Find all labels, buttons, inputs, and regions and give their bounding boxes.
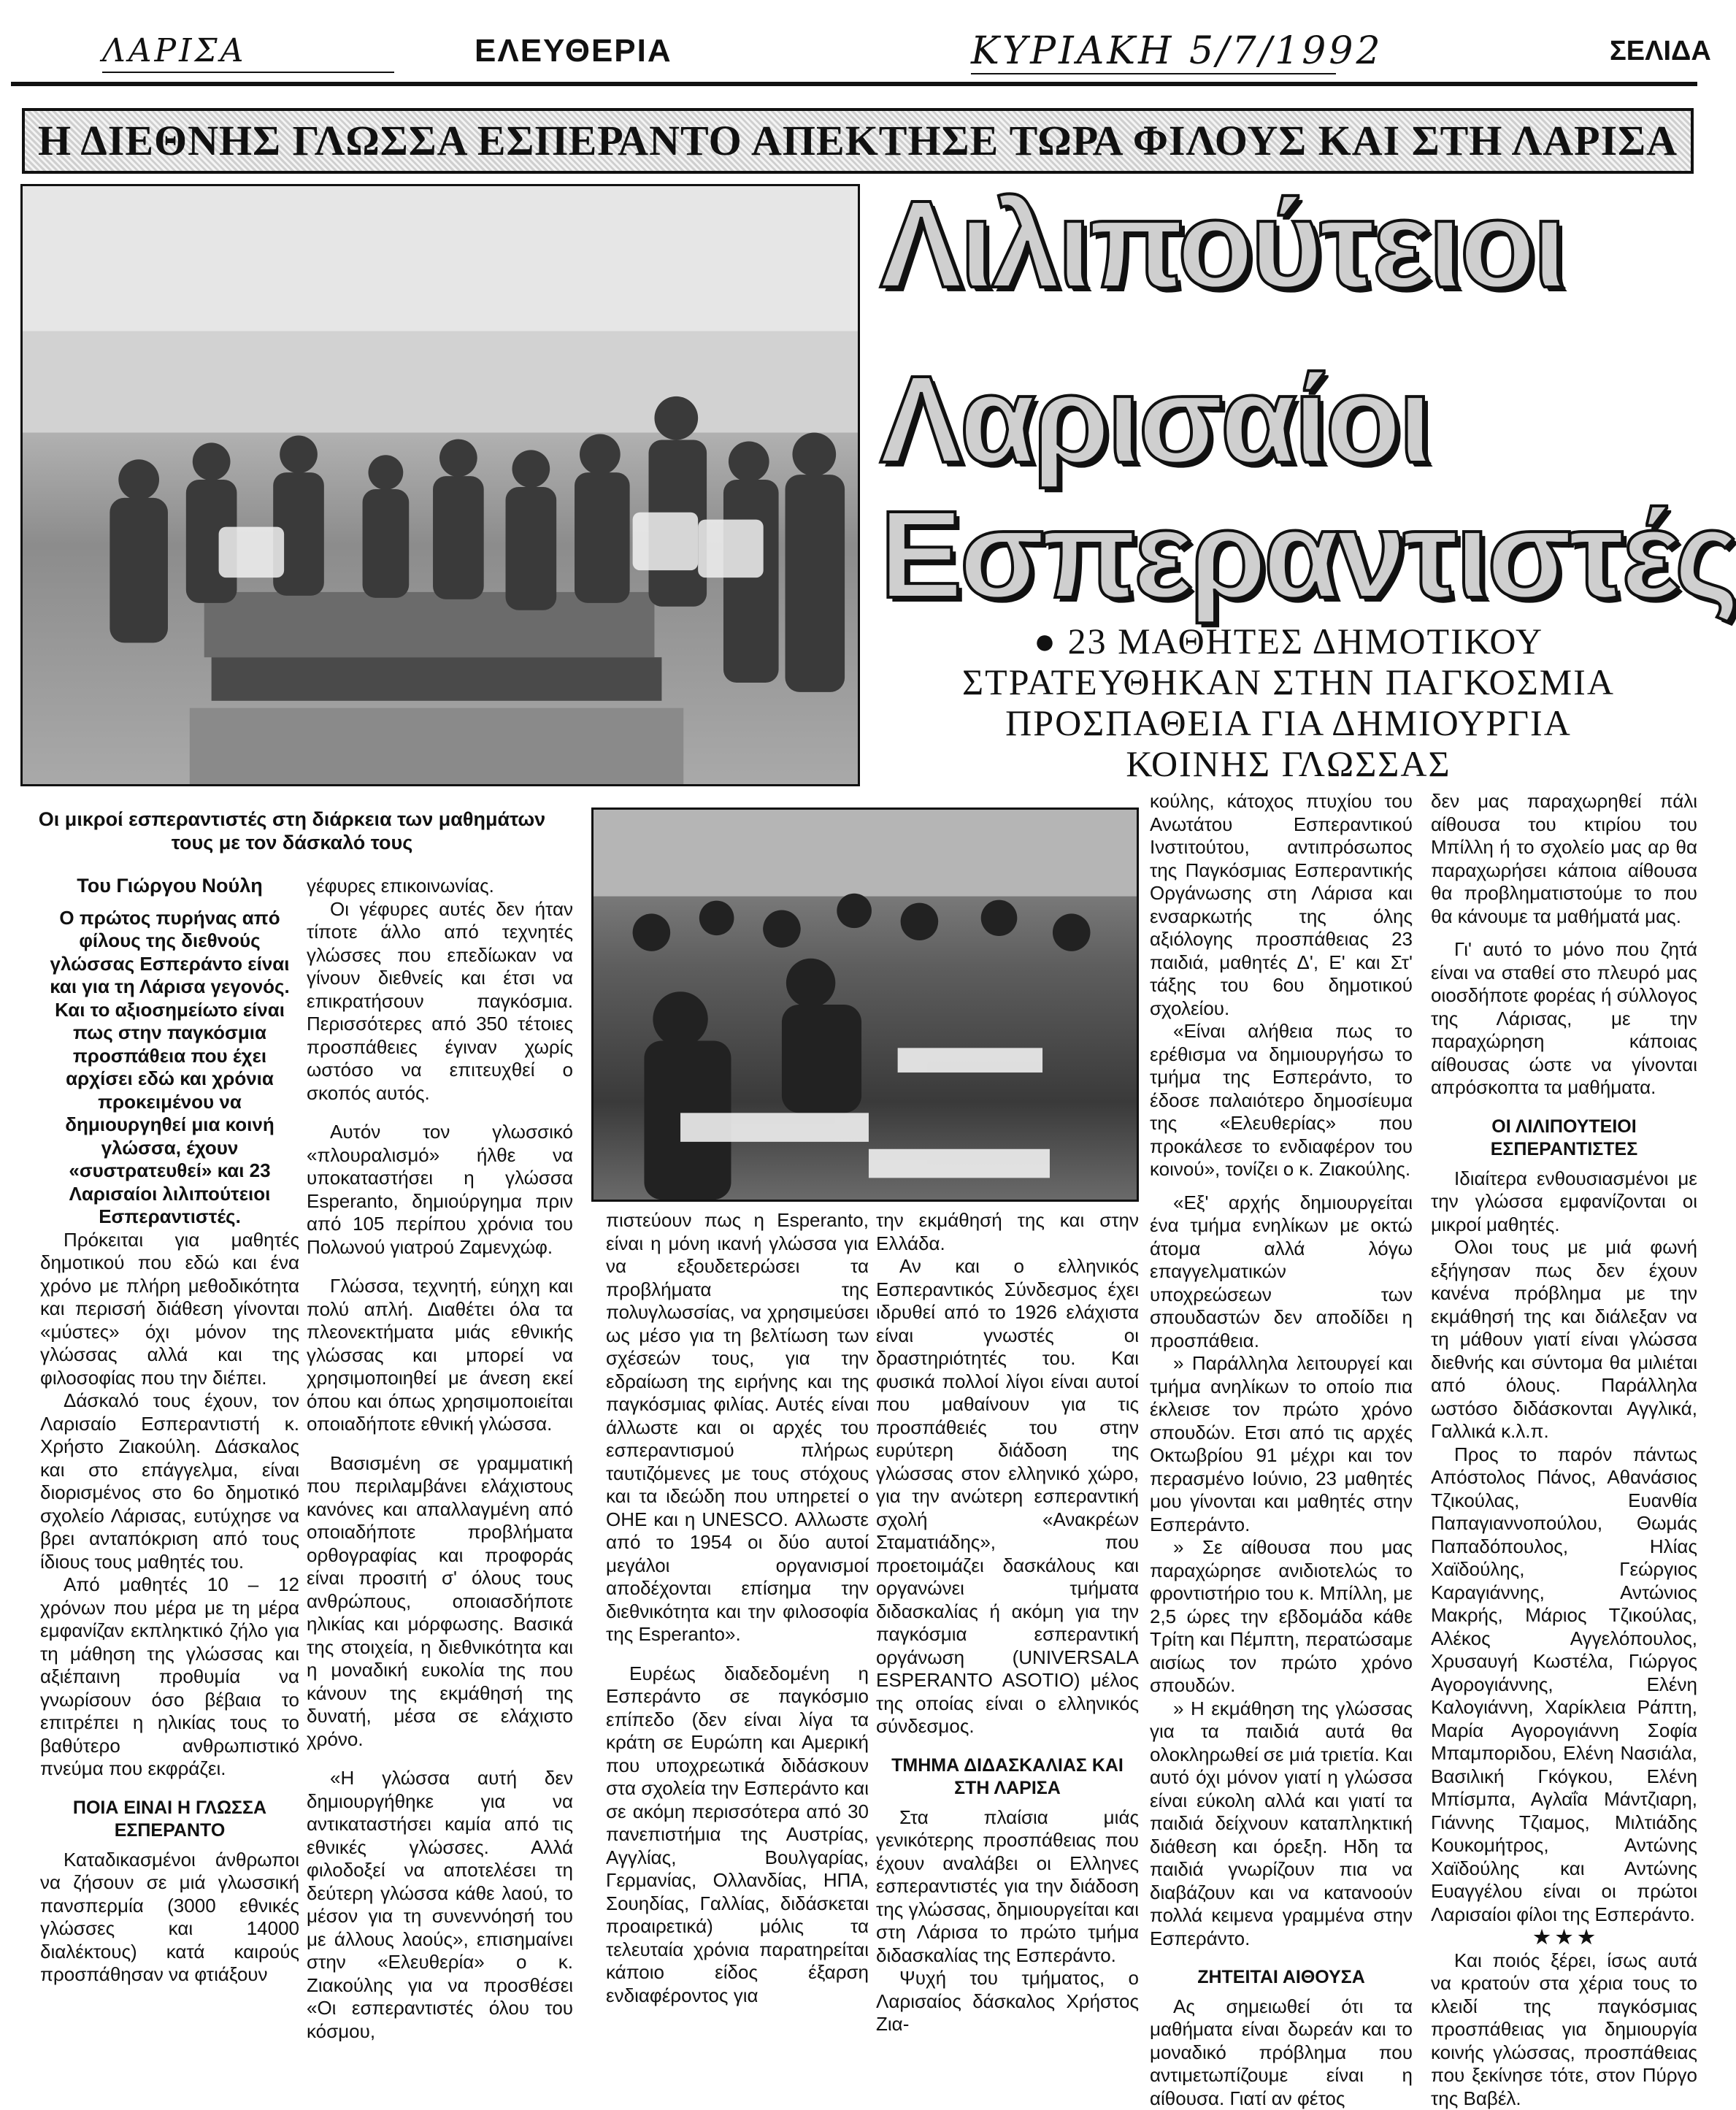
col5-paragraph-6: Ας σημειωθεί ότι τα μαθήματα είναι δωρεάν και το μοναδικό πρόβλημα που αντιμετωπίζουμε είναι η αίθουσα. Γιατί αν φέτος (1150, 1995, 1413, 2110)
col4-subheading: ΤΜΗΜΑ ΔΙΔΑΣΚΑΛΙΑΣ ΚΑΙ ΣΤΗ ΛΑΡΙΣΑ (876, 1754, 1139, 1800)
subheadline-line-2: ΣΤΡΑΤΕΥΘΗΚΑΝ ΣΤΗΝ ΠΑΓΚΟΣΜΙΑ (876, 661, 1701, 702)
masthead-newspaper-name: ΕΛΕΥΘΕΡΙΑ (475, 22, 672, 80)
subheadline-line-3: ΠΡΟΣΠΑΘΕΙΑ ΓΙΑ ΔΗΜΙΟΥΡΓΙΑ (876, 702, 1701, 743)
class-photo-second (591, 807, 1139, 1202)
masthead-underline-left (102, 72, 394, 73)
col5-paragraph-5: » Η εκμάθηση της γλώσσας για τα παιδιά αυτά θα ολοκληρωθεί σε μιά τριετία. Και αυτό όχι μόνον γιατί η γλώσσα είναι εύκολη αλλά και γιατί τα παιδιά δείχνουν καταπληκτική διάθεση και όρεξη. Ηδη τα παιδιά γνωρίζουν πια να διαβάζουν και να κατανοούν πολλά κειμενα γραμμένα στην Εσπεράντο. (1150, 1697, 1413, 1951)
article-column-4 (876, 1209, 1139, 1819)
class-photo-main-illustration (23, 186, 858, 784)
col2-paragraph-2: Αυτόν τον γλωσσικό «πλουραλισμό» ήλθε να υποκαταστήσει η γλώσσα Esperanto, δημιούργημα πριν από 105 περίπου χρόνια του Πολωνού γιατρού Ζαμενχώφ. (307, 1121, 573, 1259)
col2-paragraph-1: Οι γέφυρες αυτές δεν ήταν τίποτε άλλο από τεχνητές γλώσσες που επεδίωκαν να γίνουν διεθνείς και έτσι να επικρατήσουν παγκόσμια. Περισσότερες από 350 τέτοιες προσπάθειες έγιναν χωρίς ωστόσο να επιτευχθεί ο σκοπός αυτός. (307, 898, 573, 1105)
col1-paragraph-3: Από μαθητές 10 – 12 χρόνων που μέρα με τη μέρα εμφανίζαν εκπληκτικό ζήλο για τη μάθηση της γλώσσας και αξιέπαινη προθυμία να γνωρίσουν όσο βέβαια το επιτρέπει η ηλικίας τους το βαθύτερο ανθρωπιστικό πνεύμα που εκφράζει. (40, 1573, 299, 1781)
article-column-2 (307, 875, 573, 1819)
col4-paragraph-2: Στα πλαίσια μιάς γενικότερης προσπάθειας που έχουν αναλάβει οι Ελληνες εσπεραντιστές για την διάδοση της γλώσσας, δημιουργείται και στη Λάρισα το πρώτο τμήμα διδασκαλίας της Εσπεράντο. (876, 1806, 1139, 1968)
col4-paragraph-0: την εκμάθησή της και στην Ελλάδα. (876, 1209, 1139, 1255)
col6-paragraph-0: δεν μας παραχωρηθεί πάλι αίθουσα του κτιρίου του Μπίλλη ή το σχολείο μας αρ θα παραχωρήσει κάποια αίθουσα θα προβληματιστούμε το που θα κάνουμε τα μαθήματά μας. (1431, 790, 1697, 928)
article-lead: Ο πρώτος πυρήνας από φίλους της διεθνούς γλώσσας Εσπεράντο είναι και για τη Λάρισα γεγονός. Και το αξιοσημείωτο είναι πως στην παγκόσμια προσπάθεια που έχει αρχίσει εδώ και χρόνια προκειμένου να δημιουργηθεί μια κοινή γλώσσα, έχουν «συστρατευθεί» και 23 Λαρισαίοι λιλιπούτειοι Εσπεραντιστές. (40, 907, 299, 1229)
col2-paragraph-3: Γλώσσα, τεχνητή, εύηχη και πολύ απλή. Διαθέτει όλα τα πλεονεκτήματα μιάς εθνικής γλώσσας και μπορεί να χρησιμοποιηθεί με άνεση εκεί όπου και όπως χρησιμοποιείται οποιαδήποτε εθνική γλώσσα. (307, 1275, 573, 1436)
article-column-1 (40, 875, 299, 1819)
col2-paragraph-4: Βασισμένη σε γραμματική που περιλαμβάνει ελάχιστους κανόνες και απαλλαγμένη από οποιαδήποτε προβλήματα ορθογραφίας και προφοράς είναι προσιτή σ' όλους τους ανθρώπους, οποιασδήποτε ηλικίας και μόρφωσης. Βασικά της στοιχεία, η διεθνικότητα και η μοναδική ευκολία της που κάνουν της εκμάθησή της δυνατή, μέσα σε ελάχιστο χρόνο. (307, 1452, 573, 1752)
col1-paragraph-1: Πρόκειται για μαθητές δημοτικού που εδώ και ένα χρόνο με πλήρη μεθοδικότητα και περισσή διάθεση γίνονται «μύστες» όχι μόνον της γλώσσας αλλά και της φιλοσοφίας που την διέπει. (40, 1229, 299, 1390)
class-photo-main (20, 184, 860, 786)
subheadline-line-1-text: 23 ΜΑΘΗΤΕΣ ΔΗΜΟΤΙΚΟΥ (1068, 621, 1544, 661)
col6-subheading: ΟΙ ΛΙΛΙΠΟΥΤΕΙΟΙ ΕΣΠΕΡΑΝΤΙΣΤΕΣ (1431, 1116, 1697, 1162)
col1-paragraph-2: Δάσκαλό τους έχουν, τον Λαρισαίο Εσπεραντιστή κ. Χρήστο Ζιακούλη. Δάσκαλος και στο επάγγελμα, είναι διορισμένος στο 6ο δημοτικό σχολείο Λάρισας, ευτύχησε να βρει ανταπόκριση από τους ίδιους τους μαθητές του. (40, 1389, 299, 1573)
headline-line-2: Λαρισαίοι (880, 354, 1429, 486)
col3-paragraph-1: πιστεύουν πως η Esperanto, είναι η μόνη ικανή γλώσσα για να εξουδετερώσει τα προβλήματα της πολυγλωσσίας, να χρησιμεύσει ως μέσο για τη βελτίωση των σχέσεών τους, για την εδραίωση της ειρήνης και της παγκόσμιας φιλίας. Αυτές είναι άλλωστε και οι αρχές του εσπεραντισμού πλήρως ταυτιζόμενες με τους στόχους και τα ιδεώδη που υπηρετεί ο ΟΗΕ και η UNESCO. Αλλωστε από το 1954 οι δύο αυτοί μεγάλοι οργανισμοί αποδέχονται επίσημα την διεθνικότητα και την φιλοσοφία της Esperanto». (606, 1209, 869, 1646)
col2-paragraph-5: «Η γλώσσα αυτή δεν δημιουργήθηκε για να αντικαταστήσει καμία από τις εθνικές γλώσσες. Αλλά φιλοδοξεί να αποτελέσει τη δεύτερη γλώσσα κάθε λαού, το μέσον για τη συνεννόησή του με άλλους λαούς», επισημαίνει στην «Ελευθερία» ο κ. Ζιακούλης για να προσθέσει «Οι εσπεραντιστές όλου του κόσμου, (307, 1767, 573, 2043)
col5-paragraph-0: κούλης, κάτοχος πτυχίου του Ανωτάτου Εσπεραντικού Ινστιτούτου, αντιπρόσωπος της Παγκόσμιας Εσπεραντικής Οργάνωσης στη Λάρισα και ενσαρκωτής της όλης αξιόλογης προσπάθειας 23 παιδιά, μαθητές Δ', Ε' και Στ' τάξης του 6ου δημοτικού σχολείου. (1150, 790, 1413, 1020)
masthead-city: ΛΑΡΙΣΑ (102, 22, 246, 80)
headline-line-3: Εσπεραντιστές (880, 489, 1697, 621)
subheadline-line-4: ΚΟΙΝΗΣ ΓΛΩΣΣΑΣ (876, 743, 1701, 784)
masthead-underline-date (971, 73, 1336, 74)
masthead-rule (11, 82, 1697, 86)
col3-paragraph-2: Ευρέως διαδεδομένη η Εσπεράντο σε παγκόσμιο επίπεδο (δεν είναι λίγα τα κράτη σε Ευρώπη και Αμερική που υποχρεωτικά διδάσκουν στα σχολεία την Εσπεράντο και σε ακόμη περισσότερα από 30 πανεπιστήμια της Αυστρίας, Αγγλίας, Βουλγαρίας, Γερμανίας, Ολλανδίας, ΗΠΑ, Σουηδίας, Γαλλίας, διδάσκεται προαιρετικά) μόλις τα τελευταία χρόνια παρατηρείται κάποιο είδος έξαρση ενδιαφέροντος για (606, 1662, 869, 2008)
banner-headline: Η ΔΙΕΘΝΗΣ ΓΛΩΣΣΑ ΕΣΠΕΡΑΝΤΟ ΑΠΕΚΤΗΣΕ ΤΩΡΑ ΦΙΛΟΥΣ ΚΑΙ ΣΤΗ ΛΑΡΙΣΑ (22, 108, 1694, 174)
col1-subheading: ΠΟΙΑ ΕΙΝΑΙ Η ΓΛΩΣΣΑ ΕΣΠΕΡΑΝΤΟ (40, 1797, 299, 1843)
subheadline-bullet: ● (1034, 621, 1057, 661)
article-column-5 (1150, 790, 1413, 1819)
col1-paragraph-4: Καταδικασμένοι άνθρωποι να ζήσουν σε μιά γλωσσική πανσπερμία (3000 εθνικές γλώσσες και 14000 διαλέκτους) κατά καιρούς προσπάθησαν να φτιάξουν (40, 1849, 299, 1987)
masthead-date: ΚΥΡΙΑΚΗ 5/7/1992 (971, 22, 1383, 80)
col5-paragraph-1: «Είναι αλήθεια πως το ερέθισμα να δημιουργήσω το τμήμα της Εσπεράντο, το έδοσε παλαιότερο δημοσίευμα της «Ελευθερίας» που προκάλεσε το ενδιαφέρον του κοινού», τονίζει ο κ. Ζιακούλης. (1150, 1020, 1413, 1181)
col4-paragraph-1: Αν και ο ελληνικός Εσπεραντικός Σύνδεσμος έχει ιδρυθεί από το 1926 ελάχιστα είναι γνωστές οι δραστηριότητές του. Και φυσικά πολλοί λίγοι είναι αυτοί που μαθαίνουν για τις προσπάθειές του στην ευρύτερη διάδοση της γλώσσας στον ελληνικό χώρο, για την ανώτερη εσπεραντική σχολή «Ανακρέων Σταματιάδης», που προετοιμάζει δασκάλους και οργανώνει τμήματα διδασκαλίας ή ακόμη για την παγκόσμια εσπεραντική οργάνωση (UNIVERSALA ESPERANTO ASOTIO) μέλος της οποίας είναι ο ελληνικός σύνδεσμος. (876, 1255, 1139, 1738)
col6-paragraph-1: Γι' αυτό το μόνο που ζητά είναι να σταθεί στο πλευρό μας οιοσδήποτε φορέας ή σύλλογος της Λάρισας, με την παραχώρηση κάποιας αίθουσας ώστε να γίνονται απρόσκοπτα τα μαθήματα. (1431, 938, 1697, 1100)
masthead-page-label: ΣΕΛΙΔΑ (1610, 22, 1711, 80)
col5-paragraph-2: «Εξ' αρχής δημιουργείται ένα τμήμα ενηλίκων με οκτώ άτομα αλλά λόγω επαγγελματικών υποχρεώσεων των σπουδαστών δεν αποδίδει η προσπάθεια. (1150, 1192, 1413, 1353)
section-stars: ★ ★ ★ (1431, 1926, 1697, 1949)
col5-paragraph-4: » Σε αίθουσα που μας παραχώρησε ανιδιοτελώς το φροντιστήριο του κ. Μπίλλη, με 2,5 ώρες την εβδομάδα κάθε Τρίτη και Πέμπτη, περατώσαμε αισίως τον πρώτο χρόνο σπουδών. (1150, 1536, 1413, 1697)
byline: Του Γιώργου Νούλη (40, 875, 299, 898)
class-photo-second-illustration (594, 810, 1137, 1200)
subheadline (876, 621, 1701, 784)
col6-paragraph-2: Ιδιαίτερα ενθουσιασμένοι με την γλώσσα εμφανίζονται οι μικροί μαθητές. (1431, 1167, 1697, 1237)
col4-paragraph-3: Ψυχή του τμήματος, ο Λαρισαίος δάσκαλος Χρήστος Ζια- (876, 1967, 1139, 2036)
col6-paragraph-4: Προς το παρόν πάντως Απόστολος Πάνος, Αθανάσιος Τζικούλας, Ευανθία Παπαγιαννοπούλου, Θωμάς Παπαδόπουλος, Ηλίας Χαϊδούλης, Γεώργιος Καραγιάννης, Αντώνιος Μακρής, Μάριος Τζικούλας, Αλέκος Αγγελόπουλος, Χρυσαυγή Κωστέλα, Γιώργος Αγορογιάννης, Ελένη Καλογιάννη, Χαρίκλεια Ράπτη, Μαρία Αγορογιάννη Σοφία Μπαμποριδου, Ελένη Νασιάλα, Βασιλική Γκόγκου, Ελένη Μπίσμπα, Αγλαΐα Μάντζιαρη, Γιάννης Τζιαμος, Μιλτιάδης Κουκομήτρος, Αντώνης Χαϊδούλης και Αντώνης Ευαγγέλου είναι οι πρώτοι Λαρισαίοι φίλοι της Εσπεράντο. (1431, 1443, 1697, 1927)
headline-line-1: Λιλιπούτειοι (880, 179, 1564, 310)
article-column-3 (606, 1209, 869, 1819)
col2-paragraph-0: γέφυρες επικοινωνίας. (307, 875, 573, 898)
col6-paragraph-5: Και ποιός ξέρει, ίσως αυτά να κρατούν στα χέρια τους το κλειδί της παγκόσμιας προσπάθειας για δημιουργία κοινής γλώσσας, προσπάθειας που ξεκίνησε τότε, στον Πύργο της Βαβέλ. (1431, 1949, 1697, 2110)
subheadline-line-1 (876, 621, 1701, 661)
article-column-6 (1431, 790, 1697, 1819)
photo-caption: Οι μικροί εσπεραντιστές στη διάρκεια των μαθημάτων τους με τον δάσκαλό τους (37, 807, 548, 854)
col5-paragraph-3: » Παράλληλα λειτουργεί και τμήμα ανηλίκων το οποίο πια έκλεισε τον πρώτο χρόνο σπουδών. Ετσι από τις αρχές Οκτωβρίου 91 μέχρι και τον περασμένο Ιούνιο, 23 μαθητές μου γίνονται και μαθητές στην Εσπεράντο. (1150, 1352, 1413, 1536)
col5-subheading: ΖΗΤΕΙΤΑΙ ΑΙΘΟΥΣΑ (1150, 1966, 1413, 1990)
col6-paragraph-3: Ολοι τους με μιά φωνή εξήγησαν πως δεν έχουν κανένα πρόβλημα με την εκμάθησή της και διάλεξαν να τη μάθουν γιατί είναι γλώσσα διεθνής και σύντομα θα μιλιέται από όλους. Παράλληλα ωστόσο διδάσκονται Αγγλικά, Γαλλικά κ.λ.π. (1431, 1236, 1697, 1443)
